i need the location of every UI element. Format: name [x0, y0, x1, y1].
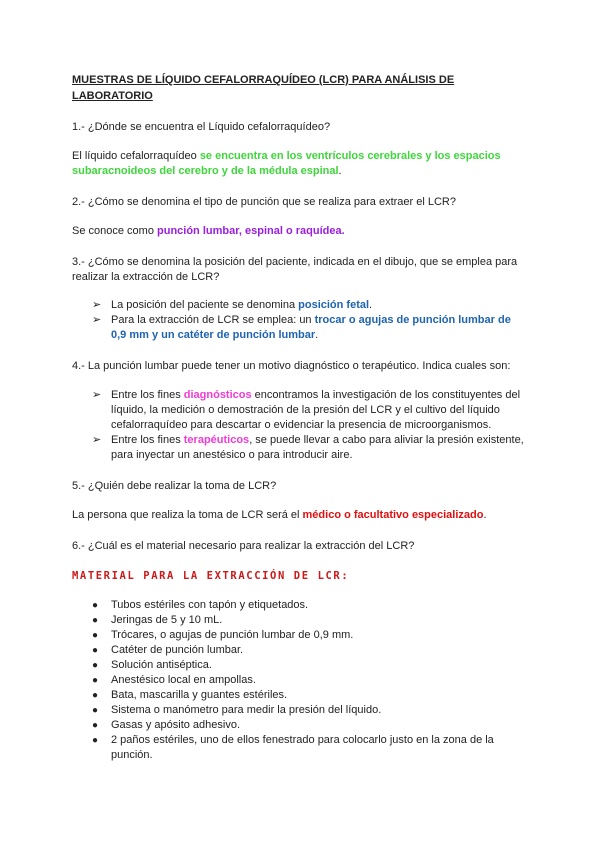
question-4: 4.- La punción lumbar puede tener un motivo diagnóstico o terapéutico. Indica cuales son: [72, 360, 511, 372]
dot-bullet-icon: ● [92, 645, 99, 656]
bullet-end: . [369, 299, 373, 311]
bullet-text-c: cefalorraquídeo para descartar o evidenciar la presencia de microorganismos. [111, 419, 492, 431]
list-item [92, 613, 528, 628]
document-page [72, 72, 528, 763]
question-3-line-1: 3.- ¿Cómo se denomina la posición del paciente, indicada en el dibujo, que se emplea para [72, 256, 518, 268]
answer-2-text: Se conoce como [72, 225, 157, 237]
material-item: Jeringas de 5 y 10 mL. [111, 614, 223, 626]
list-item [92, 688, 528, 703]
dot-bullet-icon: ● [92, 720, 99, 731]
bullet-text-a: encontramos la investigación de los constituyentes del [251, 389, 521, 401]
bullet-text-b: líquido, la medición o demostración de la presión del LCR y el cultivo del líquido [111, 404, 500, 416]
bullet-text: Entre los fines [111, 434, 184, 446]
answer-1 [72, 149, 528, 179]
list-item [92, 703, 528, 718]
material-item-a: 2 paños estériles, uno de ellos fenestrado para colocarlo justo en la zona de la [111, 734, 494, 746]
bullet-highlight: diagnósticos [183, 389, 252, 401]
material-item: Tubos estériles con tapón y etiquetados. [111, 599, 309, 611]
material-item: Trócares, o agujas de punción lumbar de 0,9 mm. [111, 629, 354, 641]
arrow-bullet-icon: ➢ [92, 389, 102, 401]
list-item [92, 388, 528, 433]
material-heading: MATERIAL PARA LA EXTRACCIÓN DE LCR: [72, 570, 350, 582]
answer-1-highlight-a: se encuentra en los ventrículos cerebrales y los espacios [199, 150, 501, 162]
answer-5-highlight: médico o facultativo especializado [302, 509, 484, 521]
bullet-text-a: , se puede llevar a cabo para aliviar la presión existente, [249, 434, 524, 446]
answer-5-text: La persona que realiza la toma de LCR será el [72, 509, 303, 521]
list-item [92, 433, 528, 463]
question-2: 2.- ¿Cómo se denomina el tipo de punción que se realiza para extraer el LCR? [72, 196, 456, 208]
dot-bullet-icon: ● [92, 660, 99, 671]
material-item: Bata, mascarilla y guantes estériles. [111, 689, 288, 701]
list-item [92, 313, 528, 343]
list-item [92, 298, 528, 313]
answer-5-end: . [483, 509, 487, 521]
material-item: Catéter de punción lumbar. [111, 644, 244, 656]
material-item: Solución antiséptica. [111, 659, 212, 671]
question-3 [72, 255, 528, 285]
arrow-bullet-icon: ➢ [92, 314, 102, 326]
title-line-2: LABORATORIO [72, 90, 153, 102]
bullet-text: La posición del paciente se denomina [111, 299, 299, 311]
bullet-text: Entre los fines [111, 389, 184, 401]
question-1: 1.- ¿Dónde se encuentra el Líquido cefalorraquídeo? [72, 121, 331, 133]
arrow-bullet-icon: ➢ [92, 299, 102, 311]
answer-1-text: El líquido cefalorraquídeo [72, 150, 200, 162]
question-5: 5.- ¿Quién debe realizar la toma de LCR? [72, 480, 277, 492]
bullet-highlight-b: 0,9 mm y un catéter de punción lumbar [111, 329, 316, 341]
list-item [92, 718, 528, 733]
bullet-highlight: posición fetal [298, 299, 370, 311]
dot-bullet-icon: ● [92, 615, 99, 626]
answer-2-highlight: punción lumbar, espinal o raquídea. [157, 225, 345, 237]
material-item: Anestésico local en ampollas. [111, 674, 256, 686]
answer-1-end: . [338, 165, 342, 177]
material-item: Gasas y apósito adhesivo. [111, 719, 241, 731]
material-item-b: punción. [111, 749, 153, 761]
dot-bullet-icon: ● [92, 675, 99, 686]
dot-bullet-icon: ● [92, 735, 99, 746]
dot-bullet-icon: ● [92, 630, 99, 641]
arrow-bullet-icon: ➢ [92, 434, 102, 446]
answer-4-list [72, 388, 528, 463]
bullet-end: . [315, 329, 319, 341]
bullet-text: Para la extracción de LCR se emplea: un [111, 314, 315, 326]
list-item [92, 598, 528, 613]
material-list [72, 598, 528, 763]
answer-3-list [72, 298, 528, 343]
bullet-highlight-a: trocar o agujas de punción lumbar de [314, 314, 511, 326]
answer-1-highlight-b: subaracnoideos del cerebro y de la médula espinal [72, 165, 339, 177]
title-line-1: MUESTRAS DE LÍQUIDO CEFALORRAQUÍDEO (LCR) PARA ANÁLISIS DE [72, 74, 455, 86]
bullet-text-b: para inyectar un anestésico o para introducir aire. [111, 449, 353, 461]
dot-bullet-icon: ● [92, 600, 99, 611]
list-item [92, 658, 528, 673]
list-item [92, 673, 528, 688]
document-title [72, 72, 528, 104]
answer-2 [72, 224, 528, 239]
material-item: Sistema o manómetro para medir la presión del líquido. [111, 704, 382, 716]
question-3-line-2: realizar la extracción de LCR? [72, 271, 220, 283]
list-item [92, 643, 528, 658]
list-item [92, 733, 528, 763]
question-6: 6.- ¿Cuál es el material necesario para realizar la extracción del LCR? [72, 540, 415, 552]
dot-bullet-icon: ● [92, 690, 99, 701]
list-item [92, 628, 528, 643]
dot-bullet-icon: ● [92, 705, 99, 716]
answer-5 [72, 508, 528, 523]
bullet-highlight: terapéuticos [183, 434, 250, 446]
